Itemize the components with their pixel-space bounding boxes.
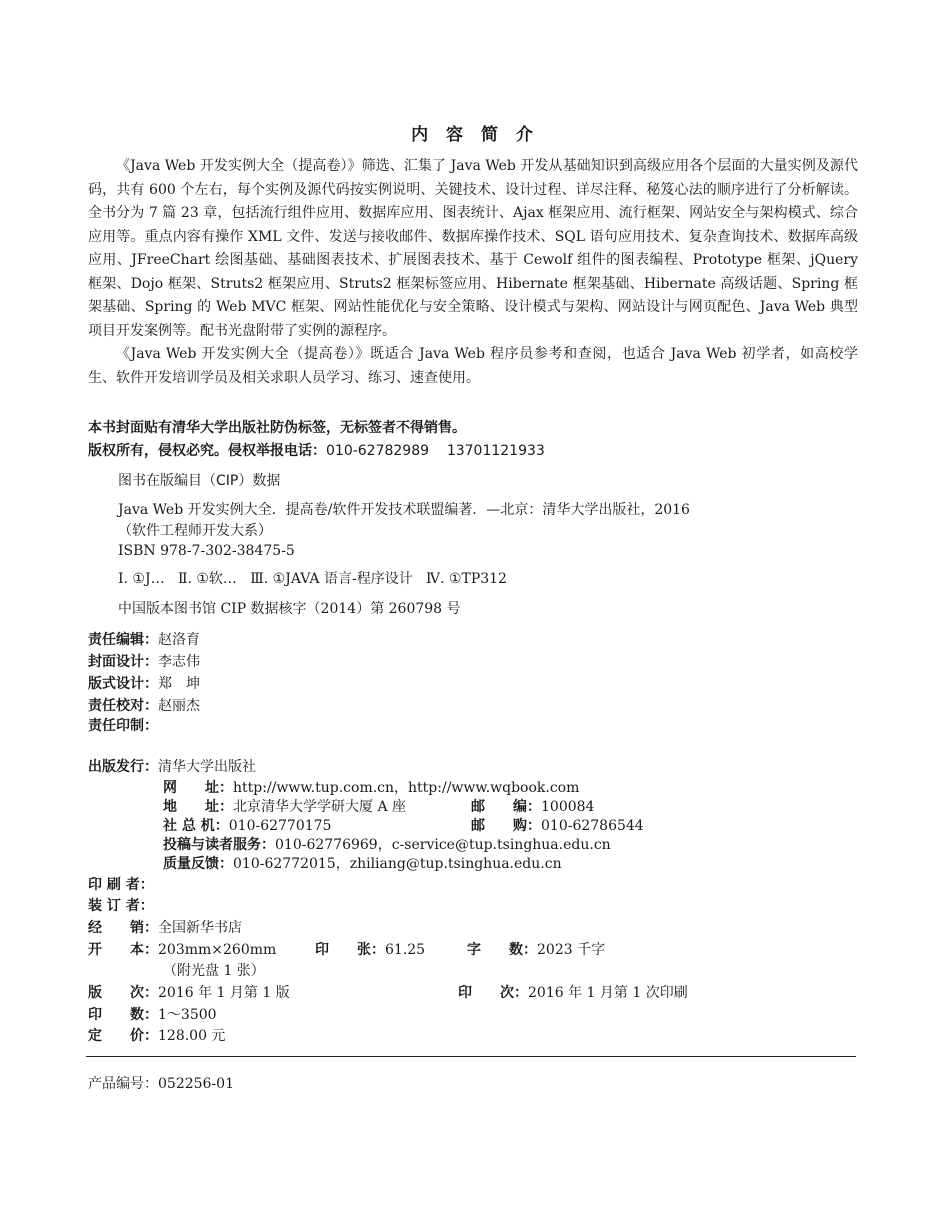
- publisher-website: [163, 777, 579, 797]
- staff-label: 责任编辑：: [88, 632, 158, 648]
- printer-label: 印 刷 者：: [88, 877, 154, 893]
- staff-label: 封面设计：: [88, 654, 158, 670]
- staff-value: 赵丽杰: [158, 698, 200, 714]
- distributor-value: 全国新华书店: [158, 920, 242, 936]
- words-value: 2023 千字: [537, 942, 606, 958]
- website-value: http://www.tup.com.cn，http://www.wqbook.com: [233, 780, 580, 796]
- copies-value: 1～3500: [158, 1007, 217, 1023]
- format-words: [467, 939, 605, 959]
- staff-layout-design: [88, 673, 200, 693]
- publisher-name: 清华大学出版社: [158, 759, 256, 775]
- publisher-address: [163, 796, 406, 816]
- page-title: 内 容 简 介: [411, 125, 539, 145]
- service-label: 投稿与读者服务：: [163, 837, 275, 853]
- staff-proofreader: [88, 695, 200, 715]
- price-label: 定 价：: [88, 1028, 158, 1044]
- staff-label: 责任印制：: [88, 718, 158, 734]
- report-phone: 010-62782989 13701121933: [326, 443, 545, 459]
- publisher-switchboard: [163, 815, 331, 835]
- staff-editor: [88, 629, 200, 649]
- zip-value: 100084: [541, 799, 595, 815]
- quality-value: 010-62772015，zhiliang@tup.tsinghua.edu.cn: [233, 856, 562, 872]
- publisher-reader-service: [163, 834, 611, 854]
- staff-value: 郑 坤: [158, 676, 200, 692]
- print-edition-value: 2016 年 1 月第 1 次印刷: [528, 985, 688, 1001]
- anti-counterfeit-notice: 本书封面贴有清华大学出版社防伪标签，无标签者不得销售。: [88, 420, 466, 436]
- product-code-row: [88, 1073, 234, 1093]
- switchboard-value: 010-62770175: [228, 818, 332, 834]
- cip-record-number: 中国版本图书馆 CIP 数据核字（2014）第 260798 号: [118, 601, 461, 617]
- zip-label: 邮 编：: [471, 799, 541, 815]
- cip-heading: 图书在版编目（CIP）数据: [118, 473, 281, 489]
- print-edition: [458, 982, 688, 1002]
- intro-section: [88, 155, 858, 390]
- cip-isbn: ISBN 978-7-302-38475-5: [118, 543, 295, 559]
- format-size-value: 203mm×260mm: [158, 942, 277, 958]
- publisher-mail-order: [471, 815, 644, 835]
- mail-order-value: 010-62786544: [541, 818, 644, 834]
- staff-label: 责任校对：: [88, 698, 158, 714]
- staff-value: 李志伟: [158, 654, 200, 670]
- staff-label: 版式设计：: [88, 676, 158, 692]
- format-sheets: [315, 939, 425, 959]
- price-value: 128.00 元: [158, 1028, 226, 1044]
- product-code-value: 052256-01: [158, 1076, 234, 1092]
- printer-row: [88, 874, 154, 894]
- cip-line-1: Java Web 开发实例大全．提高卷/软件开发技术联盟编著．—北京：清华大学出版社，2016: [118, 502, 690, 518]
- publisher-zip: [471, 796, 594, 816]
- sheets-label: 印 张：: [315, 942, 385, 958]
- website-label: 网 址：: [163, 780, 233, 796]
- copyright-label: 版权所有，侵权必究。侵权举报电话：: [88, 443, 326, 459]
- format-cd-note: （附光盘 1 张）: [163, 963, 265, 979]
- binder-label: 装 订 者：: [88, 898, 154, 914]
- format-size-label: 开 本：: [88, 942, 158, 958]
- address-label: 地 址：: [163, 799, 233, 815]
- copyright-notice: [88, 440, 545, 460]
- distributor-label: 经 销：: [88, 920, 158, 936]
- publisher-row: [88, 756, 256, 776]
- intro-paragraph-2: 《Java Web 开发实例大全（提高卷）》既适合 Java Web 程序员参考和查阅，也适合 Java Web 初学者，如高校学生、软件开发培训学员及相关求职人员学习、练习、速查使用。: [88, 346, 858, 386]
- edition-label: 版 次：: [88, 985, 158, 1001]
- staff-cover-design: [88, 651, 200, 671]
- distributor-row: [88, 917, 242, 937]
- print-edition-label: 印 次：: [458, 985, 528, 1001]
- address-value: 北京清华大学学研大厦 A 座: [233, 799, 407, 815]
- cip-block: [118, 500, 690, 562]
- quality-label: 质量反馈：: [163, 856, 233, 872]
- switchboard-label: 社 总 机：: [163, 818, 229, 834]
- mail-order-label: 邮 购：: [471, 818, 541, 834]
- publisher-label: 出版发行：: [88, 759, 158, 775]
- price-row: [88, 1025, 225, 1045]
- divider-line: [86, 1056, 856, 1057]
- copies-label: 印 数：: [88, 1007, 158, 1023]
- binder-row: [88, 895, 154, 915]
- product-code-label: 产品编号：: [88, 1076, 158, 1092]
- staff-printing: [88, 715, 158, 735]
- cip-line-2: （软件工程师开发大系）: [118, 522, 272, 539]
- service-value: 010-62776969，c-service@tup.tsinghua.edu.cn: [275, 837, 611, 853]
- cip-classification: Ⅰ. ①J… Ⅱ. ①软… Ⅲ. ①JAVA 语言-程序设计 Ⅳ. ①TP312: [118, 571, 507, 587]
- words-label: 字 数：: [467, 942, 537, 958]
- intro-paragraph-1: 《Java Web 开发实例大全（提高卷）》筛选、汇集了 Java Web 开发从基础知识到高级应用各个层面的大量实例及源代码，共有 600 个左右，每个实例及源代码按实例说明、关键技术、设计过程、详尽注释、秘笈心法的顺序进行了分析解读。全书分为 7 篇 23 章，包括流行组件应用、数据库应用、图表统计、Ajax 框架应用、流行框架、网站安全与架构模式、综合应用等。重点内容有操作 XML 文件、发送与接收邮件、数据库操作技术、SQL 语句应用技术、复杂查询技术、数据库高级应用、JFreeChart 绘图基础、基础图表技术、扩展图表技术、基于 Cewolf 组件的图表编程、Prototype 框架、jQuery 框架、Dojo 框架、Struts2 框架应用、Struts2 框架标签应用、Hibernate 框架基础、Hibernate 高级话题、Spring 框架基础、Spring 的 Web MVC 框架、网站性能优化与安全策略、设计模式与架构、网站设计与网页配色、Java Web 典型项目开发案例等。配书光盘附带了实例的源程序。: [88, 158, 858, 339]
- staff-value: 赵洛育: [158, 632, 200, 648]
- edition-value: 2016 年 1 月第 1 版: [158, 985, 290, 1001]
- copies-row: [88, 1004, 217, 1024]
- edition-row: [88, 982, 290, 1002]
- sheets-value: 61.25: [385, 942, 426, 958]
- publisher-quality-feedback: [163, 853, 562, 873]
- format-size-row: [88, 939, 276, 959]
